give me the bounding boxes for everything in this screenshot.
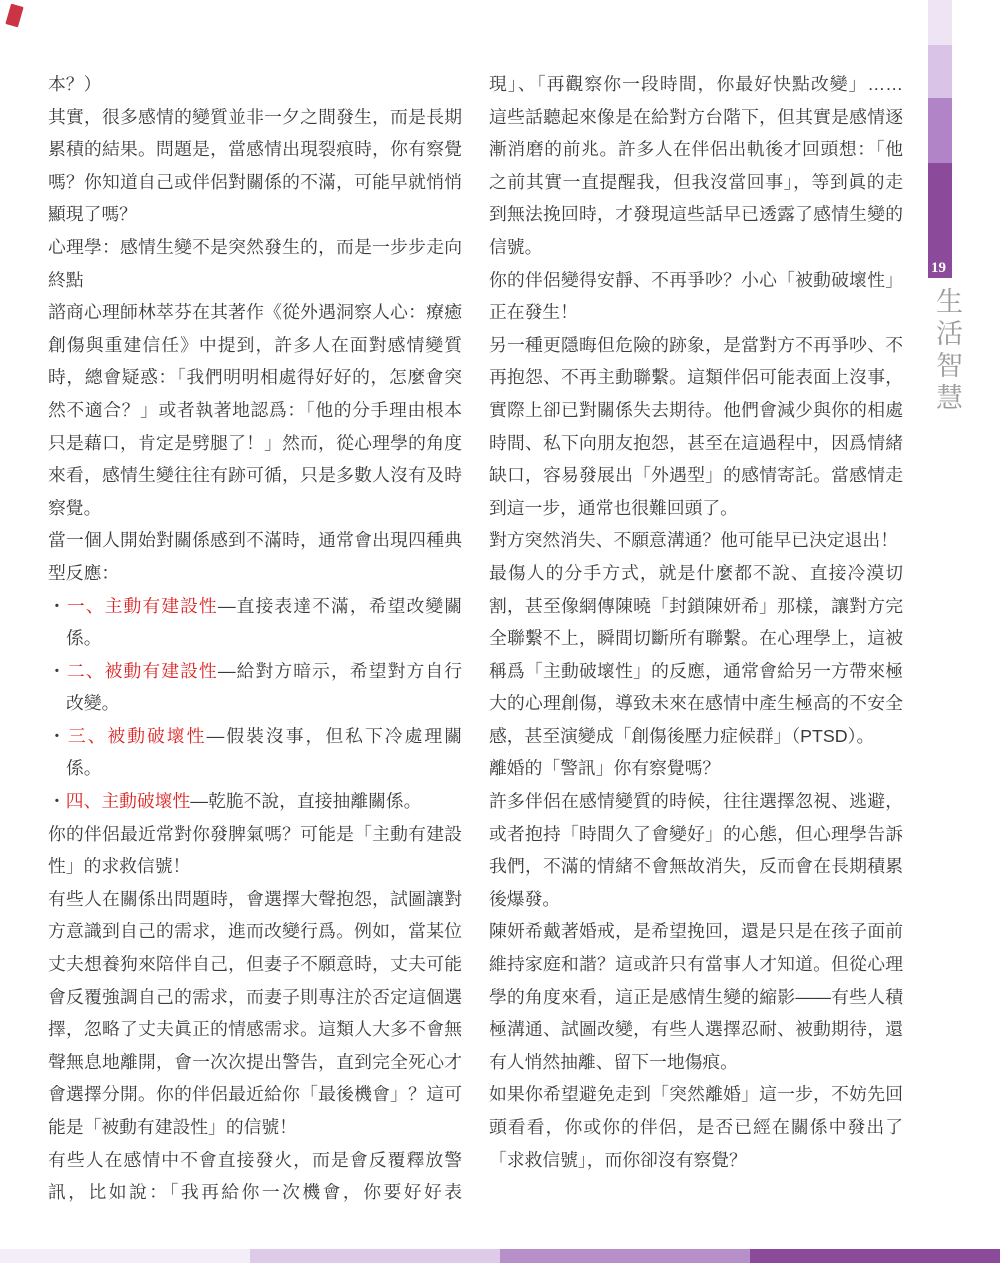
text-line [489,1144,903,1177]
text-line [48,850,462,883]
body-text: ・ [48,725,68,746]
body-text: 感，甚至演變成「創傷後壓力症候群」（PTSD）。 [489,725,875,746]
body-text: 心理學：感情生變不是突然發生的，而是一步步走向 [48,236,462,257]
right-column [489,68,903,1176]
body-text: 其實，很多感情的變質並非一夕之間發生，而是長期 [48,106,462,127]
body-text: 大的心理創傷，導致未來在感情中產生極高的不安全 [489,693,903,714]
text-line [489,720,903,753]
corner-mark [5,4,23,28]
body-text: 顯現了嗎？ [48,204,137,225]
text-line [48,1176,462,1209]
body-text: 我們，不滿的情緒不會無故消失，反而會在長期積累 [489,856,903,877]
body-text: 割，甚至像網傳陳曉「封鎖陳妍希」那樣，讓對方完 [489,595,903,616]
body-text: 聲無息地離開，會一次次提出警告，直到完全死心才 [48,1051,462,1072]
text-line [48,752,462,785]
body-text: 創傷與重建信任》中提到，許多人在面對感情變質 [48,334,462,355]
body-text: 嗎？你知道自己或伴侶對關係的不滿，可能早就悄悄 [48,171,462,192]
text-line [489,1013,903,1046]
body-text: 只是藉口，肯定是劈腿了！」然而，從心理學的角度 [48,432,462,453]
gradient-segment [750,1249,1000,1263]
body-text: 稱爲「主動破壞性」的反應，通常會給另一方帶來極 [489,660,903,681]
body-text: 型反應： [48,562,120,583]
text-line [489,687,903,720]
body-text: 方意識到自己的需求，進而改變行爲。例如，當某位 [48,921,462,942]
text-line [48,68,462,101]
text-line [489,427,903,460]
text-line [489,329,903,362]
text-line [489,361,903,394]
body-text: 諮商心理師林萃芬在其著作《從外遇洞察人心：療癒 [48,302,462,323]
left-column [48,68,462,1209]
body-text: 有些人在關係出問題時，會選擇大聲抱怨，試圖讓對 [48,888,462,909]
gradient-block [928,0,952,45]
highlight-red-text: 三、被動破壞性 [67,725,207,746]
text-line [48,492,462,525]
text-line [489,590,903,623]
body-text: 極溝通、試圖改變，有些人選擇忍耐、被動期待，還 [489,1019,903,1040]
text-line [489,198,903,231]
text-line [489,981,903,1014]
text-line [48,361,462,394]
body-text: 信號。 [489,236,543,257]
text-line [48,948,462,981]
text-line [489,101,903,134]
text-line [48,818,462,851]
body-text: 時間、私下向朋友抱怨，甚至在這過程中，因爲情緒 [489,432,903,453]
body-text: 有些人在感情中不會直接發火，而是會反覆釋放警 [48,1149,462,1170]
text-line [48,1046,462,1079]
body-text: 再抱怨、不再主動聯繫。這類伴侶可能表面上沒事， [489,367,903,388]
body-text: 陳妍希戴著婚戒，是希望挽回，還是只是在孩子面前 [489,921,903,942]
text-line [489,850,903,883]
text-line [489,524,903,557]
body-text: 學的角度來看，這正是感情生變的縮影——有些人積 [489,986,903,1007]
text-line [489,492,903,525]
text-line [48,981,462,1014]
text-line [489,752,903,785]
gradient-segment [250,1249,500,1263]
text-line [48,720,462,753]
text-line [48,101,462,134]
text-line [48,231,462,264]
body-text: 對方突然消失、不願意溝通？他可能早已決定退出！ [489,530,898,551]
text-line [489,655,903,688]
body-text: 當一個人開始對關係感到不滿時，通常會出現四種典 [48,530,462,551]
body-text: 如果你希望避免走到「突然離婚」這一步，不妨先回 [489,1084,903,1105]
text-line [489,394,903,427]
text-line [48,1144,462,1177]
body-text: 性」的求救信號！ [48,856,191,877]
body-text: 到這一步，通常也很難回頭了。 [489,497,738,518]
gradient-segment [0,1249,250,1263]
page-number: 19 [931,260,946,276]
text-line [48,133,462,166]
text-line [489,166,903,199]
text-line [48,1078,462,1111]
body-text: 有人悄然抽離、留下一地傷痕。 [489,1051,738,1072]
text-line [489,948,903,981]
body-text: 訊，比如說：「我再給你一次機會，你要好好表 [48,1182,462,1203]
body-text: 會選擇分開。你的伴侶最近給你「最後機會」？這可 [48,1084,462,1105]
body-text: 離婚的「警訊」你有察覺嗎？ [489,758,721,779]
text-line [48,198,462,231]
gradient-block [928,98,952,163]
body-text: 缺口，容易發展出「外遇型」的感情寄託。當感情走 [489,465,903,486]
text-line [489,785,903,818]
body-text: 丈夫想養狗來陪伴自己，但妻子不願意時，丈夫可能 [48,954,462,975]
text-line [489,231,903,264]
text-line [489,557,903,590]
text-line [48,655,462,688]
body-text: 之前其實一直提醒我，但我沒當回事」，等到眞的走 [489,171,903,192]
body-text: 能是「被動有建設性」的信號！ [48,1117,297,1137]
body-text: 另一種更隱晦但危險的跡象，是當對方不再爭吵、不 [489,334,903,355]
highlight-red-text: 四、主動破壞性 [65,791,191,812]
text-line [48,427,462,460]
body-text: 係。 [66,628,102,649]
body-text: 維持家庭和諧？這或許只有當事人才知道。但從心理 [489,954,903,975]
text-line [489,883,903,916]
text-line [48,1013,462,1046]
body-text: 你的伴侶最近常對你發脾氣嗎？可能是「主動有建設 [48,823,462,844]
text-line [489,915,903,948]
body-text: 終點 [48,269,84,290]
text-line [489,622,903,655]
text-line [48,785,462,818]
text-line [48,264,462,297]
section-title-vertical: 生活智慧 [932,287,962,415]
body-text: —直接表達不滿，希望改變關 [217,595,462,616]
gradient-segment [500,1249,750,1263]
highlight-red-text: 一、主動有建設性 [66,595,218,616]
body-text: ・ [48,660,67,681]
body-text: 現」、「再觀察你一段時間，你最好快點改變」…… [489,74,903,94]
text-line [489,1111,903,1144]
body-text: 時，總會疑惑：「我們明明相處得好好的，怎麼會突 [48,367,462,388]
text-line [48,1111,462,1144]
text-line [48,394,462,427]
body-text: 最傷人的分手方式，就是什麼都不說、直接冷漠切 [489,562,903,583]
body-text: 「求救信號」，而你卻沒有察覺？ [489,1149,747,1170]
highlight-red-text: 二、被動有建設性 [66,660,218,681]
body-text: 這些話聽起來像是在給對方台階下，但其實是感情逐 [489,106,903,127]
text-line [489,1078,903,1111]
text-line [489,459,903,492]
body-text: 正在發生！ [489,302,578,323]
body-text: ・ [48,595,67,616]
text-line [48,883,462,916]
body-text: 察覺。 [48,497,102,518]
sidebar-gradient-strip [928,0,952,278]
text-line [48,166,462,199]
text-line [489,296,903,329]
body-text: 累積的結果。問題是，當感情出現裂痕時，你有察覺 [48,139,462,160]
body-text: 全聯繫不上，瞬間切斷所有聯繫。在心理學上，這被 [489,628,903,649]
text-line [48,915,462,948]
text-line [48,557,462,590]
body-text: ・ [48,791,66,812]
text-line [489,818,903,851]
body-text: 或者抱持「時間久了會變好」的心態，但心理學告訴 [489,823,903,844]
text-line [489,264,903,297]
body-text: —乾脆不說，直接抽離關係。 [190,791,422,812]
text-line [48,687,462,720]
body-text: 擇，忽略了丈夫眞正的情感需求。這類人大多不會無 [48,1019,462,1040]
body-text: 你的伴侶變得安靜、不再爭吵？小心「被動破壞性」 [489,269,903,290]
body-text: —假裝沒事，但私下冷處理關 [206,725,462,746]
gradient-block [928,45,952,98]
text-line [489,1046,903,1079]
footer-gradient-bar [0,1249,1000,1263]
text-line [48,459,462,492]
body-text: 許多伴侶在感情變質的時候，往往選擇忽視、逃避， [489,791,903,812]
text-line [48,296,462,329]
body-text: 來看，感情生變往往有跡可循，只是多數人沒有及時 [48,465,462,486]
text-line [48,590,462,623]
body-text: 係。 [66,758,102,779]
text-line [48,329,462,362]
body-text: —給對方暗示，希望對方自行 [217,660,462,681]
text-line [489,133,903,166]
text-line [489,68,903,101]
text-line [48,622,462,655]
body-text: 頭看看，你或你的伴侶，是否已經在關係中發出了 [489,1117,903,1137]
text-line [48,524,462,557]
body-text: 漸消磨的前兆。許多人在伴侶出軌後才回頭想：「他 [489,139,903,160]
body-text: 改變。 [66,693,120,714]
body-text: 後爆發。 [489,888,561,909]
body-text: 到無法挽回時，才發現這些話早已透露了感情生變的 [489,204,903,225]
body-text: 本？） [48,74,102,94]
body-text: 會反覆強調自己的需求，而妻子則專注於否定這個選 [48,986,462,1007]
body-text: 實際上卻已對關係失去期待。他們會減少與你的相處 [489,399,903,420]
body-text: 然不適合？」或者執著地認爲：「他的分手理由根本 [48,399,462,420]
